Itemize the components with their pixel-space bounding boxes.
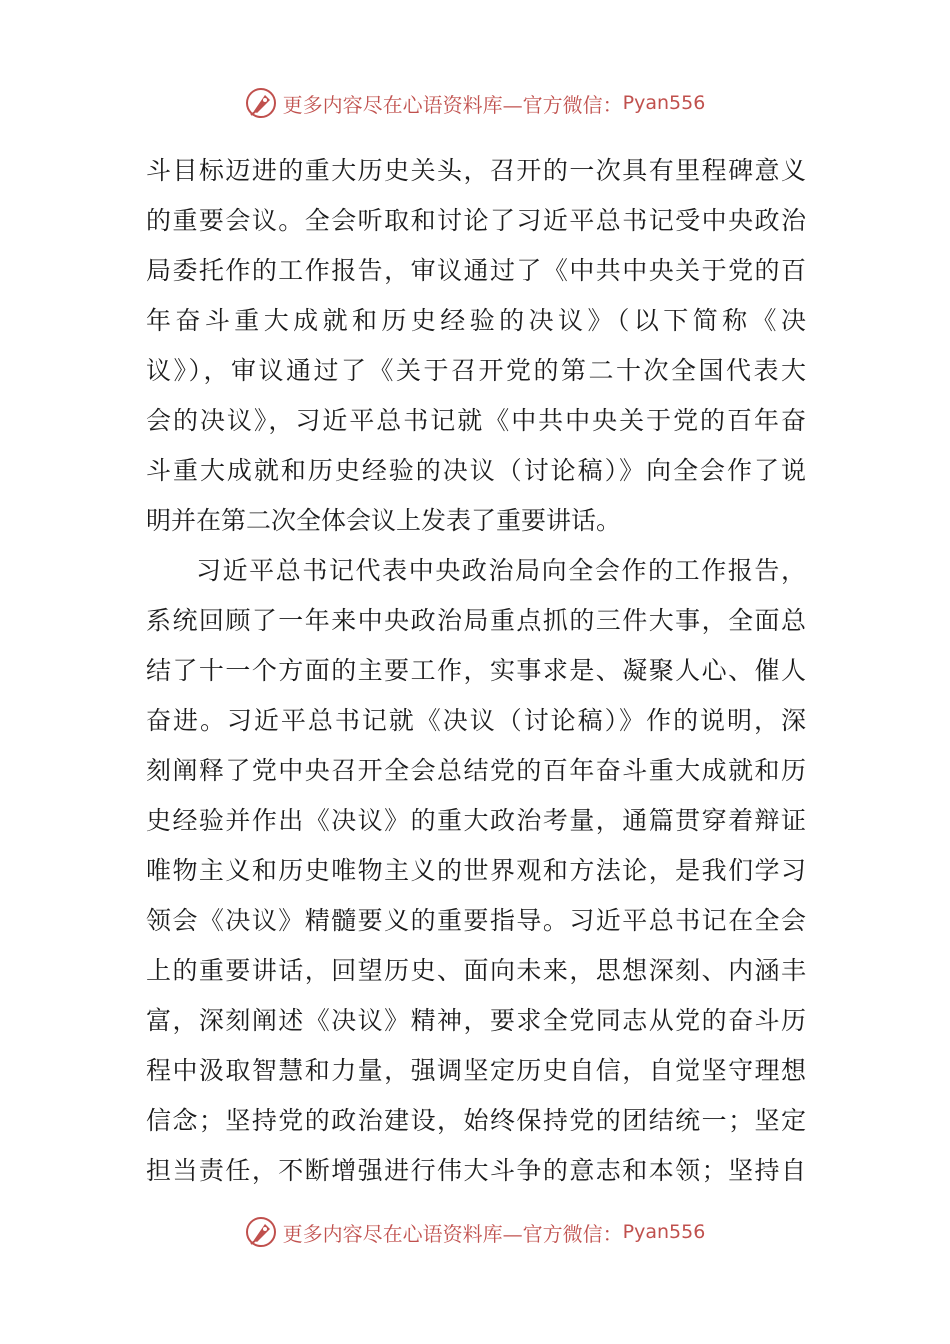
header-watermark xyxy=(0,83,950,123)
text-line: 的重要会议。全会听取和讨论了习近平总书记受中央政治 xyxy=(146,206,806,235)
text-line: 系统回顾了一年来中央政治局重点抓的三件大事，全面总 xyxy=(146,606,806,635)
document-body xyxy=(146,146,806,1196)
text-line: 富，深刻阐述《决议》精神，要求全党同志从党的奋斗历 xyxy=(146,1006,806,1035)
text-line: 议》），审议通过了《关于召开党的第二十次全国代表大 xyxy=(146,356,806,385)
paragraph xyxy=(146,146,806,546)
text-line: 唯物主义和历史唯物主义的世界观和方法论，是我们学习 xyxy=(146,856,806,885)
watermark-wechat-id: Pyan556 xyxy=(622,1221,706,1243)
pen-nib-logo-icon xyxy=(245,86,279,120)
text-line: 年奋斗重大成就和历史经验的决议》（以下简称《决 xyxy=(146,306,806,335)
text-line: 明并在第二次全体会议上发表了重要讲话。 xyxy=(146,506,622,535)
text-line: 史经验并作出《决议》的重大政治考量，通篇贯穿着辩证 xyxy=(146,806,806,835)
text-line: 上的重要讲话，回望历史、面向未来，思想深刻、内涵丰 xyxy=(146,956,806,985)
text-line: 奋进。习近平总书记就《决议（讨论稿）》作的说明，深 xyxy=(146,706,806,735)
text-line: 习近平总书记代表中央政治局向全会作的工作报告， xyxy=(196,556,806,585)
text-line: 程中汲取智慧和力量，强调坚定历史自信，自觉坚守理想 xyxy=(146,1056,806,1085)
watermark-text: 更多内容尽在心语资料库—官方微信： xyxy=(282,92,623,117)
text-line: 担当责任，不断增强进行伟大斗争的意志和本领；坚持自 xyxy=(146,1156,806,1185)
pen-nib-logo-icon xyxy=(245,1215,279,1249)
text-line: 会的决议》，习近平总书记就《中共中央关于党的百年奋 xyxy=(146,406,806,435)
watermark-text: 更多内容尽在心语资料库—官方微信： xyxy=(282,1221,623,1246)
text-line: 结了十一个方面的主要工作，实事求是、凝聚人心、催人 xyxy=(146,656,806,685)
text-line: 领会《决议》精髓要义的重要指导。习近平总书记在全会 xyxy=(146,906,806,935)
paragraph xyxy=(146,546,806,1196)
footer-watermark xyxy=(0,1212,950,1252)
text-line: 刻阐释了党中央召开全会总结党的百年奋斗重大成就和历 xyxy=(146,756,806,785)
text-line: 斗目标迈进的重大历史关头，召开的一次具有里程碑意义 xyxy=(146,156,806,185)
text-line: 信念；坚持党的政治建设，始终保持党的团结统一；坚定 xyxy=(146,1106,806,1135)
text-line: 局委托作的工作报告，审议通过了《中共中央关于党的百 xyxy=(146,256,806,285)
text-line: 斗重大成就和历史经验的决议（讨论稿）》向全会作了说 xyxy=(146,456,806,485)
watermark-wechat-id: Pyan556 xyxy=(622,92,706,114)
